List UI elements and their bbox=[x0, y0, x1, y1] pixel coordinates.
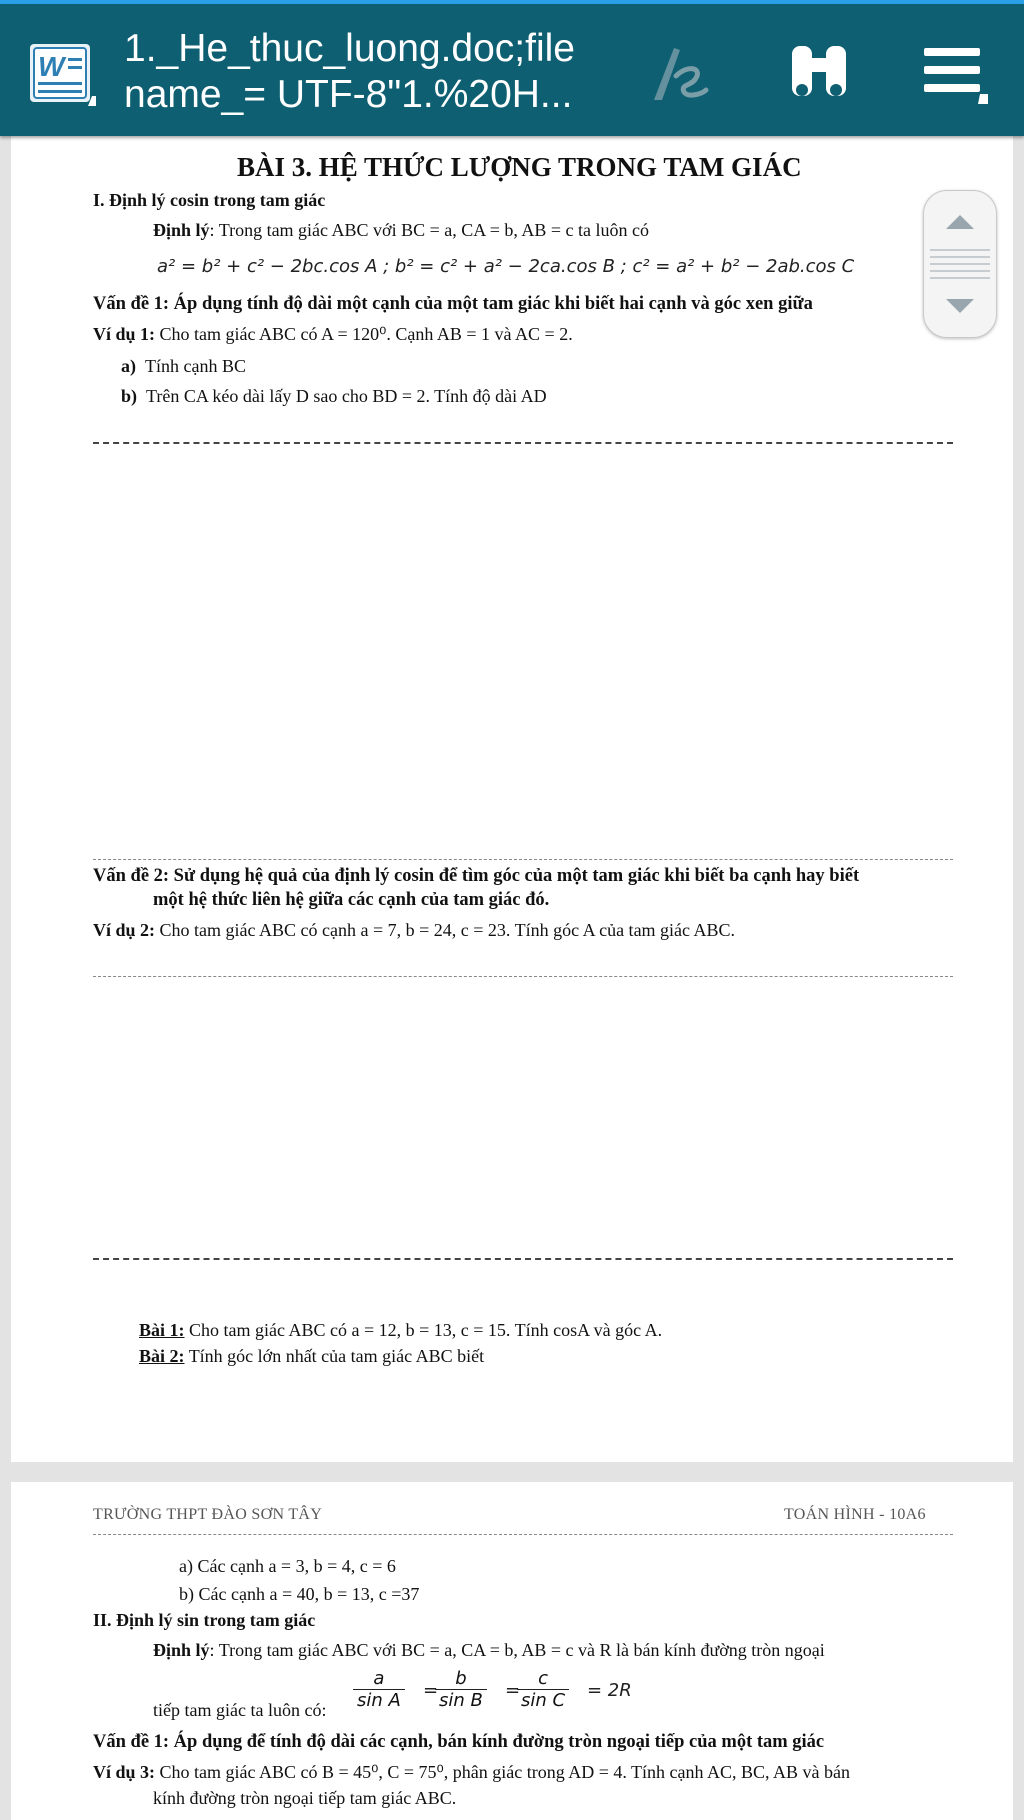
issue-2-heading-line2: một hệ thức liên hệ giữa các cạnh của tam giác đó. bbox=[153, 890, 550, 910]
part-b-text: Trên CA kéo dài lấy D sao cho BD = 2. Tính độ dài AD bbox=[146, 386, 547, 406]
example-3-label: Ví dụ 3: bbox=[93, 1762, 156, 1782]
answer-divider bbox=[93, 1258, 953, 1260]
cosine-formulas: a² = b² + c² − 2bc.cos A ; b² = c² + a² − 2ca.cos B ; c² = a² + b² − 2ab.cos C bbox=[157, 256, 855, 277]
scroll-grip-icon[interactable] bbox=[930, 247, 990, 281]
fraction-denominator: sin C bbox=[521, 1690, 566, 1711]
exercise-1 bbox=[139, 1320, 662, 1341]
exercise-1-text: Cho tam giác ABC có a = 12, b = 13, c = 15. Tính cosA và góc A. bbox=[184, 1320, 663, 1340]
issue-2-heading-line1: Vấn đề 2: Sử dụng hệ quả của định lý cosin để tìm góc của một tam giác khi biết ba cạnh hay biết bbox=[93, 866, 860, 886]
equals-sign: = bbox=[423, 1680, 439, 1701]
part-b-label: b) bbox=[121, 386, 138, 406]
page-header-school: TRƯỜNG THPT ĐÀO SƠN TÂY bbox=[93, 1506, 323, 1523]
theorem-label: Định lý bbox=[153, 220, 210, 240]
example-1-part-a bbox=[121, 356, 246, 377]
theorem-sine bbox=[153, 1640, 825, 1661]
fraction-numerator: c bbox=[517, 1668, 569, 1690]
issue-1-sine-heading: Vấn đề 1: Áp dụng để tính độ dài các cạnh, bán kính đường tròn ngoại tiếp của một tam giác bbox=[93, 1732, 825, 1752]
example-2-text: Cho tam giác ABC có cạnh a = 7, b = 24, c = 23. Tính góc A của tam giác ABC. bbox=[155, 920, 736, 940]
header-divider bbox=[93, 1534, 953, 1535]
fraction-denominator: sin B bbox=[439, 1690, 483, 1711]
sine-fraction-c bbox=[517, 1668, 569, 1711]
theorem-continuation: tiếp tam giác ta luôn có: bbox=[153, 1700, 327, 1720]
example-3-continuation: kính đường tròn ngoại tiếp tam giác ABC. bbox=[153, 1788, 457, 1808]
exercise-2 bbox=[139, 1346, 484, 1367]
part-a-text: Tính cạnh BC bbox=[145, 356, 246, 376]
example-2-label: Ví dụ 2: bbox=[93, 920, 156, 940]
pen-annotate-icon[interactable] bbox=[640, 34, 718, 112]
example-2 bbox=[93, 920, 735, 941]
exercise-2-item-b: b) Các cạnh a = 40, b = 13, c =37 bbox=[179, 1584, 420, 1604]
chevron-up-icon[interactable] bbox=[924, 197, 996, 247]
fraction-denominator: sin A bbox=[357, 1690, 401, 1711]
example-1 bbox=[93, 324, 573, 345]
answer-divider bbox=[93, 442, 953, 444]
fraction-numerator: b bbox=[435, 1668, 487, 1690]
chevron-down-icon[interactable] bbox=[924, 281, 996, 331]
issue-1-heading: Vấn đề 1: Áp dụng tính độ dài một cạnh của một tam giác khi biết hai cạnh và góc xen giữa bbox=[93, 294, 813, 314]
theorem-text: : Trong tam giác ABC với BC = a, CA = b, AB = c ta luôn có bbox=[209, 220, 650, 240]
theorem-cosine bbox=[153, 220, 649, 241]
answer-divider bbox=[93, 859, 953, 860]
theorem-text: : Trong tam giác ABC với BC = a, CA = b, AB = c và R là bán kính đường tròn ngoại bbox=[209, 1640, 825, 1660]
exercise-2-item-a: a) Các cạnh a = 3, b = 4, c = 6 bbox=[179, 1556, 396, 1576]
part-a-label: a) bbox=[121, 356, 136, 376]
exercise-2-label: Bài 2: bbox=[139, 1346, 185, 1366]
example-1-part-b bbox=[121, 386, 547, 407]
word-document-icon[interactable] bbox=[28, 40, 96, 106]
example-3-text: Cho tam giác ABC có B = 45⁰, C = 75⁰, phân giác trong AD = 4. Tính cạnh AC, BC, AB và bán bbox=[155, 1762, 851, 1782]
lesson-title: BÀI 3. HỆ THỨC LƯỢNG TRONG TAM GIÁC bbox=[237, 152, 802, 182]
document-page-2 bbox=[11, 1482, 1013, 1820]
section-heading-sine: II. Định lý sin trong tam giác bbox=[93, 1610, 316, 1630]
exercise-2-text: Tính góc lớn nhất của tam giác ABC biết bbox=[184, 1346, 485, 1366]
example-1-text: Cho tam giác ABC có A = 120⁰. Cạnh AB = 1 và AC = 2. bbox=[155, 324, 573, 344]
document-page-1 bbox=[11, 134, 1013, 1462]
sine-result: = 2R bbox=[587, 1680, 632, 1701]
page-header-class: TOÁN HÌNH - 10A6 bbox=[784, 1506, 926, 1523]
document-title: 1._He_thuc_luong.doc;file name_= UTF-8"1.%20H... bbox=[124, 27, 575, 116]
equals-sign: = bbox=[505, 1680, 521, 1701]
svg-text:W: W bbox=[38, 51, 65, 82]
answer-divider bbox=[93, 976, 953, 977]
hamburger-menu-icon[interactable] bbox=[912, 34, 990, 112]
theorem-label: Định lý bbox=[153, 1640, 210, 1660]
fraction-numerator: a bbox=[353, 1668, 405, 1690]
page-scroller[interactable] bbox=[923, 190, 997, 338]
sine-fraction-a bbox=[353, 1668, 405, 1711]
example-1-label: Ví dụ 1: bbox=[93, 324, 156, 344]
app-toolbar bbox=[0, 4, 1024, 136]
example-3 bbox=[93, 1762, 850, 1783]
exercise-1-label: Bài 1: bbox=[139, 1320, 185, 1340]
section-heading-cosine: I. Định lý cosin trong tam giác bbox=[93, 190, 326, 210]
sine-fraction-b bbox=[435, 1668, 487, 1711]
binoculars-find-icon[interactable] bbox=[780, 34, 858, 112]
